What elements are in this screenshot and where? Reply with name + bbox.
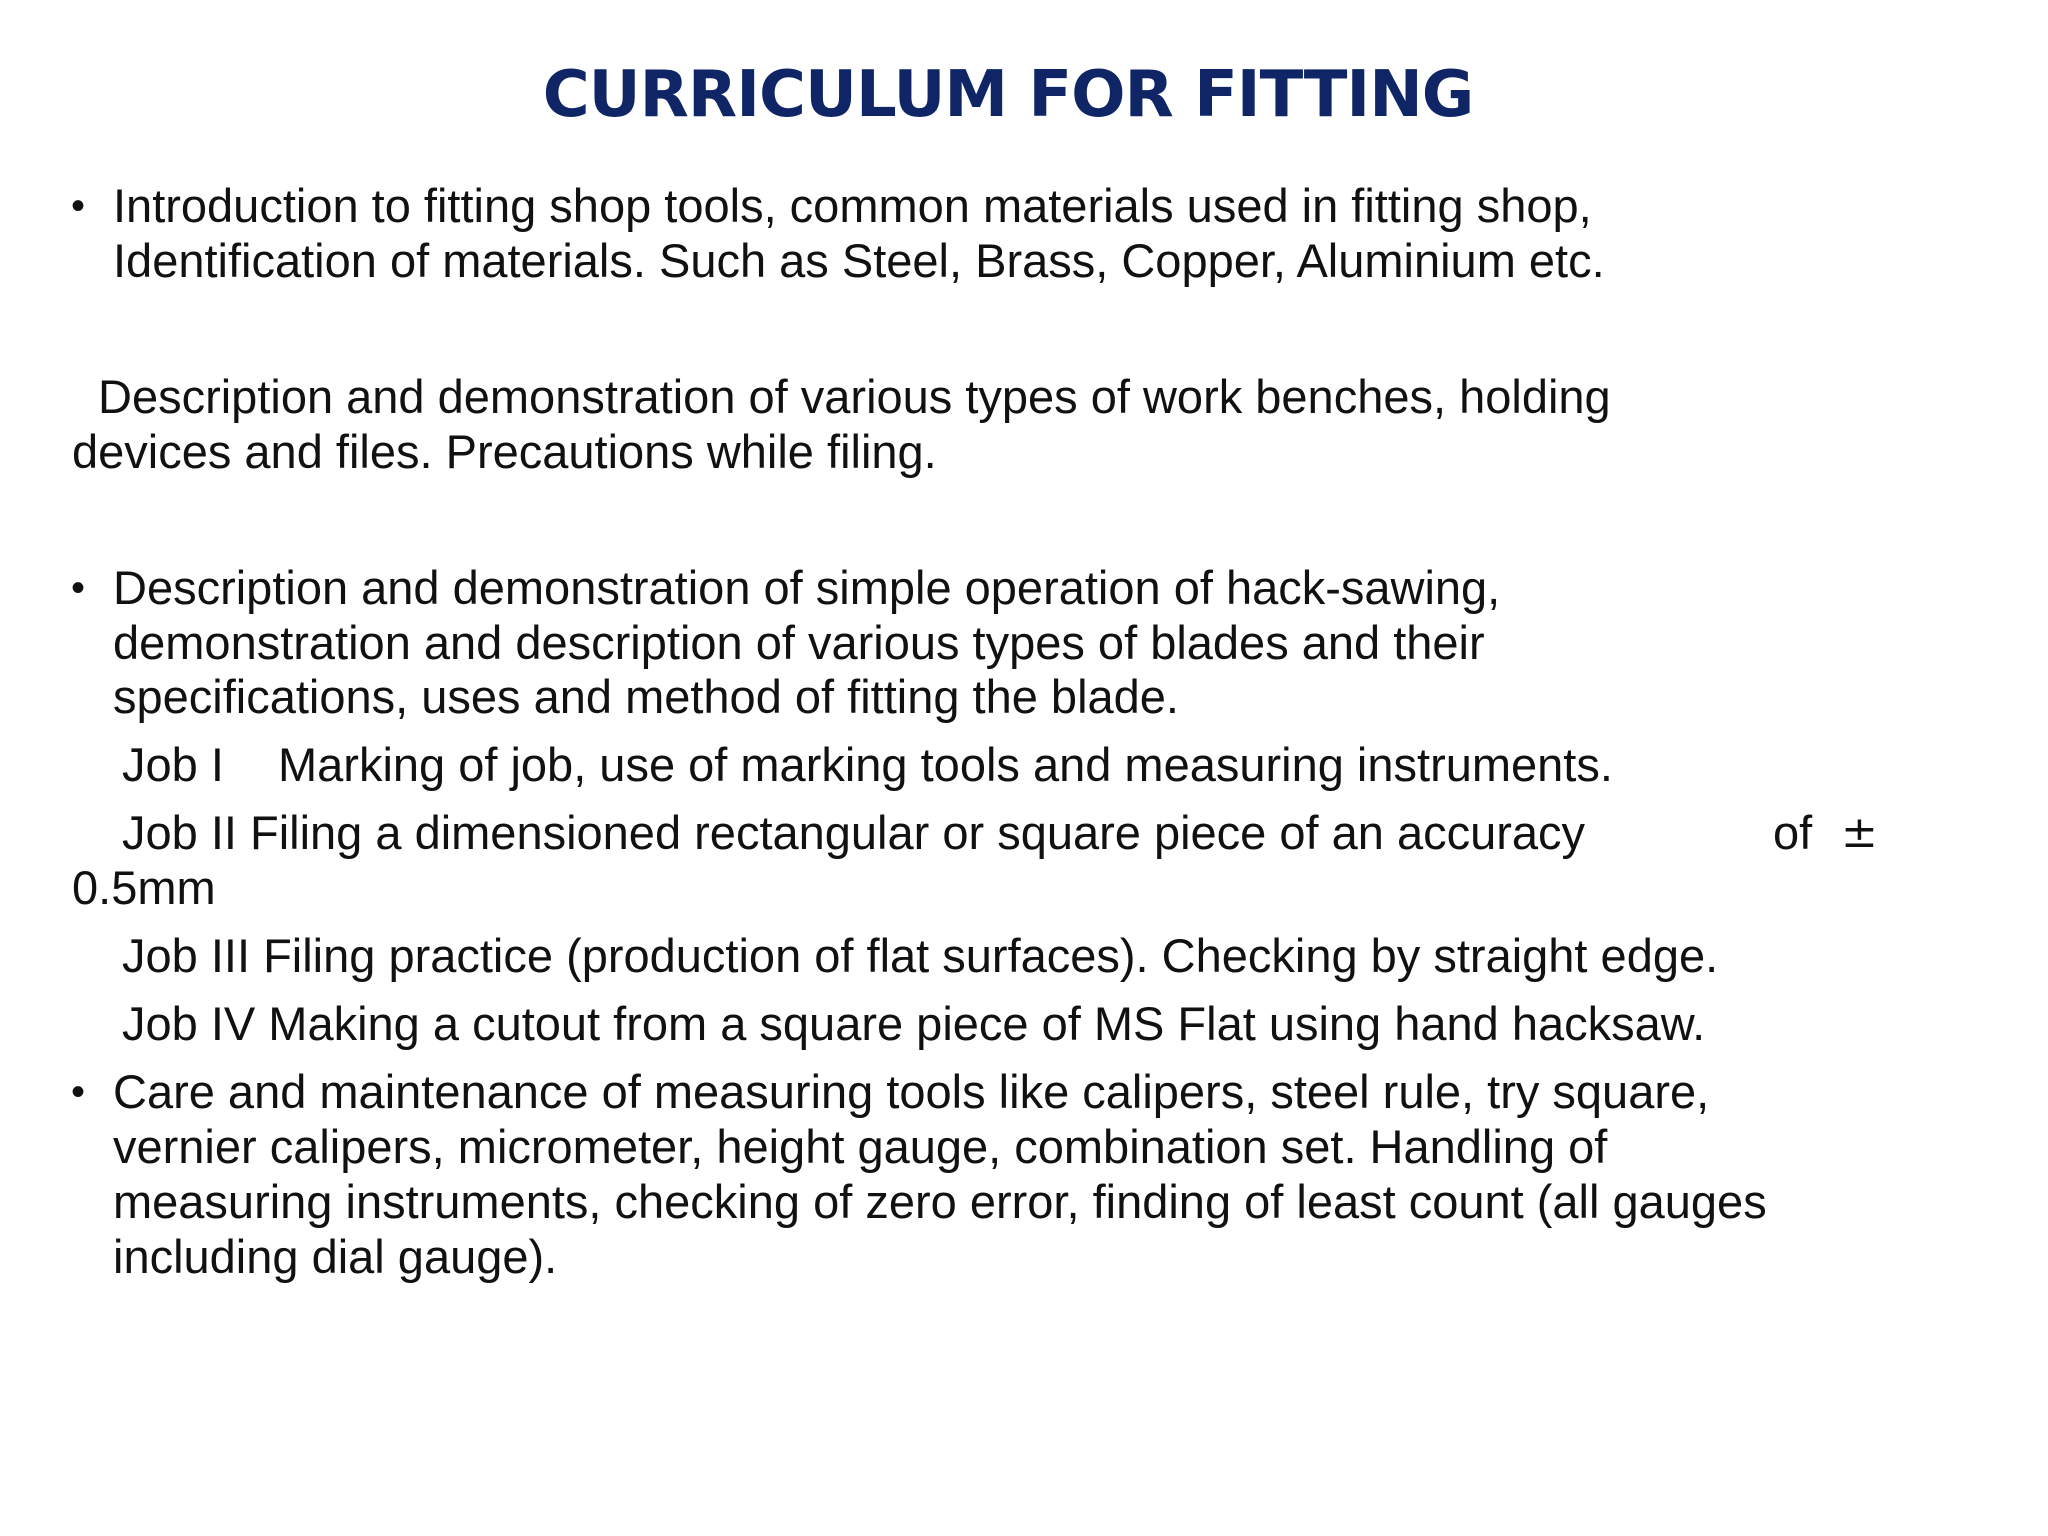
bullet-marker: • [71,566,86,610]
benches-line-1: Description and demonstration of various types of work benches, holding [98,370,1611,423]
job-1-text: Marking of job, use of marking tools and measuring instruments. [278,738,1613,791]
hacksaw-line-3: specifications, uses and method of fitting the blade. [113,670,1179,723]
intro-line-1: Introduction to fitting shop tools, common materials used in fitting shop, [113,179,1592,232]
care-line-4: including dial gauge). [113,1230,558,1283]
hacksaw-line-2: demonstration and description of various types of blades and their [113,616,1485,669]
care-line-2: vernier calipers, micrometer, height gauge, combination set. Handling of [113,1120,1608,1173]
job-4-text: Job IV Making a cutout from a square piece of MS Flat using hand hacksaw. [122,997,1706,1050]
job-1-label: Job I [122,738,224,791]
job-3-text: Job III Filing practice (production of flat surfaces). Checking by straight edge. [122,929,1719,982]
bullet-marker: • [71,184,86,228]
job-2-text: Job II Filing a dimensioned rectangular or square piece of an accuracy [122,806,1586,859]
job-2-of: of [1773,806,1813,859]
job-2-continuation: 0.5mm [72,861,216,914]
slide-title: CURRICULUM FOR FITTING [542,58,1474,132]
hacksaw-line-1: Description and demonstration of simple operation of hack-sawing, [113,561,1501,614]
care-line-3: measuring instruments, checking of zero error, finding of least count (all gauges [113,1175,1767,1228]
plus-minus-symbol: ± [1841,807,1878,858]
care-line-1: Care and maintenance of measuring tools like calipers, steel rule, try square, [113,1065,1710,1118]
intro-line-2: Identification of materials. Such as Steel, Brass, Copper, Aluminium etc. [113,234,1605,287]
bullet-marker: • [71,1070,86,1114]
benches-line-2: devices and files. Precautions while filing. [72,425,937,478]
